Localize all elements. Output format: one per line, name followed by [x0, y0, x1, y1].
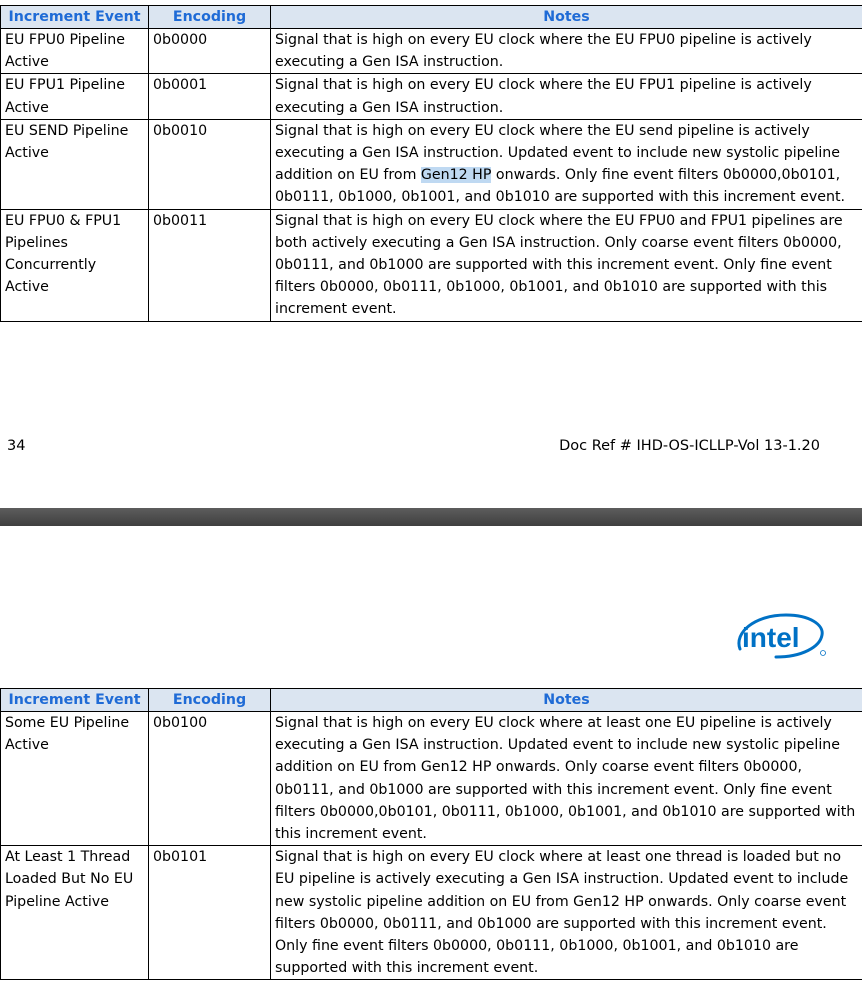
cell-event: EU FPU0 & FPU1 Pipelines Concurrently Active [1, 209, 149, 321]
cell-notes: Signal that is high on every EU clock where at least one thread is loaded but no EU pipeline is actively executing a Gen ISA instruction. Updated event to include new systolic pipeline addition on EU from Gen12 HP onwards. Only coarse event filters 0b0000, 0b0111, and 0b1000 are supported with this increment event. Only fine event filters 0b0000, 0b0111, 0b1000, 0b1001, and 0b1010 are supported with this increment event. [271, 846, 862, 980]
cell-notes [271, 119, 862, 209]
highlighted-text-selection[interactable]: Gen12 HP [420, 167, 492, 184]
notes-text: onwards. Only fine event filters 0b0000,0b0101, 0b0111, 0b1000, 0b1001, and 0b1010 are supported with this increment event. [275, 167, 846, 206]
table-row [1, 712, 862, 846]
logo-text: intel [742, 622, 800, 653]
table-row [1, 846, 862, 980]
page-separator [0, 508, 862, 526]
cell-event: EU FPU1 Pipeline Active [1, 74, 149, 119]
cell-encoding: 0b0010 [149, 119, 271, 209]
cell-event: EU SEND Pipeline Active [1, 119, 149, 209]
document-page-35 [0, 526, 862, 991]
intel-logo [732, 609, 828, 663]
cell-notes: Signal that is high on every EU clock where the EU FPU1 pipeline is actively executing a Gen ISA instruction. [271, 74, 862, 119]
header-notes: Notes [271, 6, 862, 29]
cell-notes: Signal that is high on every EU clock where at least one EU pipeline is actively executing a Gen ISA instruction. Updated event to include new systolic pipeline addition on EU from Gen12 HP onwards. Only coarse event filters 0b0000, 0b0111, and 0b1000 are supported with this increment event. Only fine event filters 0b0000,0b0101, 0b0111, 0b1000, 0b1001, and 0b1010 are supported with this increment event. [271, 712, 862, 846]
table-row [1, 29, 862, 74]
cell-encoding: 0b0011 [149, 209, 271, 321]
cell-event: Some EU Pipeline Active [1, 712, 149, 846]
table-header-row [1, 6, 862, 29]
cell-encoding: 0b0001 [149, 74, 271, 119]
header-notes: Notes [271, 689, 862, 712]
cell-notes: Signal that is high on every EU clock where the EU FPU0 and FPU1 pipelines are both actively executing a Gen ISA instruction. Only coarse event filters 0b0000, 0b0111, and 0b1000 are supported with this increment event. Only fine event filters 0b0000, 0b0111, 0b1000, 0b1001, and 0b1010 are supported with this increment event. [271, 209, 862, 321]
header-increment-event: Increment Event [1, 6, 149, 29]
notes-text: Signal that is high on every EU clock where the EU send pipeline is actively executing a Gen ISA instruction. Updated event to include new systolic pipeline addition on EU from [275, 122, 840, 184]
cell-encoding: 0b0101 [149, 846, 271, 980]
increment-event-table-top [0, 5, 862, 322]
cell-encoding: 0b0000 [149, 29, 271, 74]
header-encoding: Encoding [149, 689, 271, 712]
doc-reference: Doc Ref # IHD-OS-ICLLP-Vol 13-1.20 [559, 438, 820, 454]
page-number: 34 [7, 438, 26, 454]
cell-event: EU FPU0 Pipeline Active [1, 29, 149, 74]
cell-event: At Least 1 Thread Loaded But No EU Pipeline Active [1, 846, 149, 980]
cell-notes: Signal that is high on every EU clock where the EU FPU0 pipeline is actively executing a Gen ISA instruction. [271, 29, 862, 74]
header-encoding: Encoding [149, 6, 271, 29]
increment-event-table-bottom [0, 688, 862, 980]
table-row [1, 209, 862, 321]
table-row [1, 74, 862, 119]
header-increment-event: Increment Event [1, 689, 149, 712]
cell-encoding: 0b0100 [149, 712, 271, 846]
table-row [1, 119, 862, 209]
table-header-row [1, 689, 862, 712]
